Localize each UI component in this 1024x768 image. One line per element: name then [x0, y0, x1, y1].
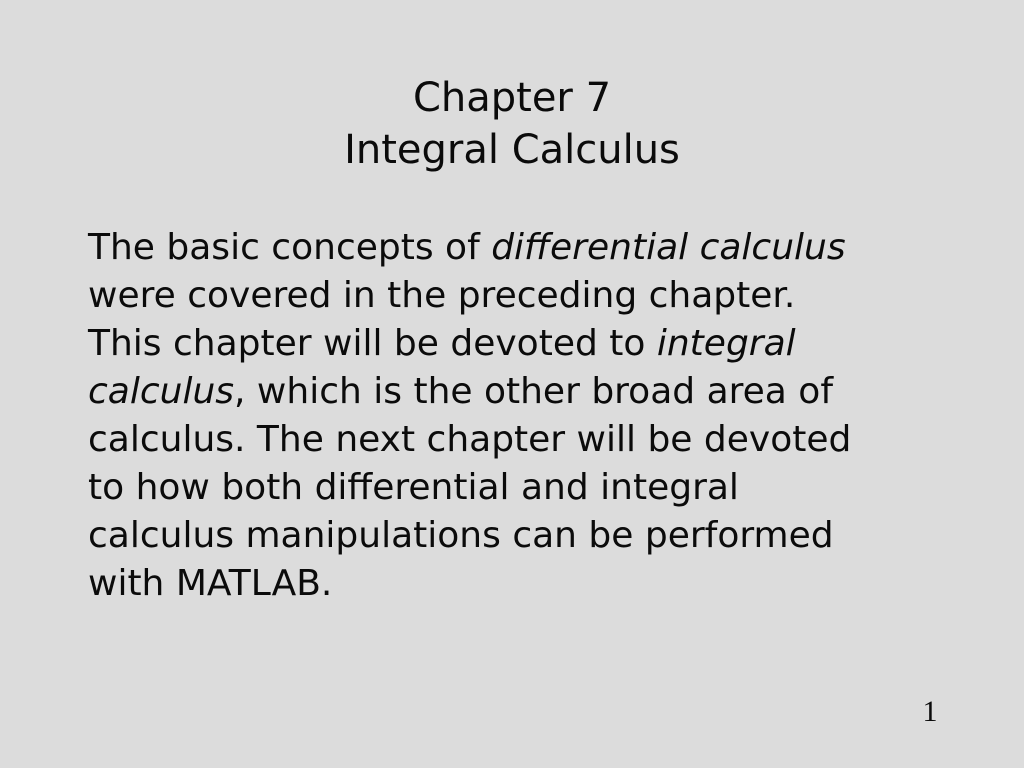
body-line — [88, 272, 968, 320]
slide-body — [88, 224, 968, 608]
body-text-segment: calculus. The next chapter will be devoted — [88, 419, 852, 460]
body-line — [88, 464, 968, 512]
title-line-1: Chapter 7 — [412, 75, 612, 121]
body-text-italic-segment: integral — [656, 323, 796, 364]
body-line — [88, 224, 968, 272]
body-text-segment: This chapter will be devoted to — [88, 323, 657, 364]
body-line — [88, 368, 968, 416]
body-text-segment: The basic concepts of — [88, 227, 492, 268]
slide-title — [0, 72, 1024, 176]
body-text-italic-segment: differential calculus — [491, 227, 846, 268]
body-text-segment: calculus manipulations can be performed — [88, 515, 834, 556]
body-line — [88, 320, 968, 368]
body-text-segment: to how both differential and integral — [88, 467, 739, 508]
body-text-segment: , which is the other broad area of — [234, 371, 833, 412]
body-line — [88, 560, 968, 608]
body-text-segment: were covered in the preceding chapter. — [88, 275, 796, 316]
body-line — [88, 416, 968, 464]
page-number: 1 — [922, 695, 938, 728]
body-text-segment: with MATLAB. — [88, 563, 333, 604]
body-text-italic-segment: calculus — [88, 371, 235, 412]
title-line-2: Integral Calculus — [344, 127, 680, 173]
body-line — [88, 512, 968, 560]
